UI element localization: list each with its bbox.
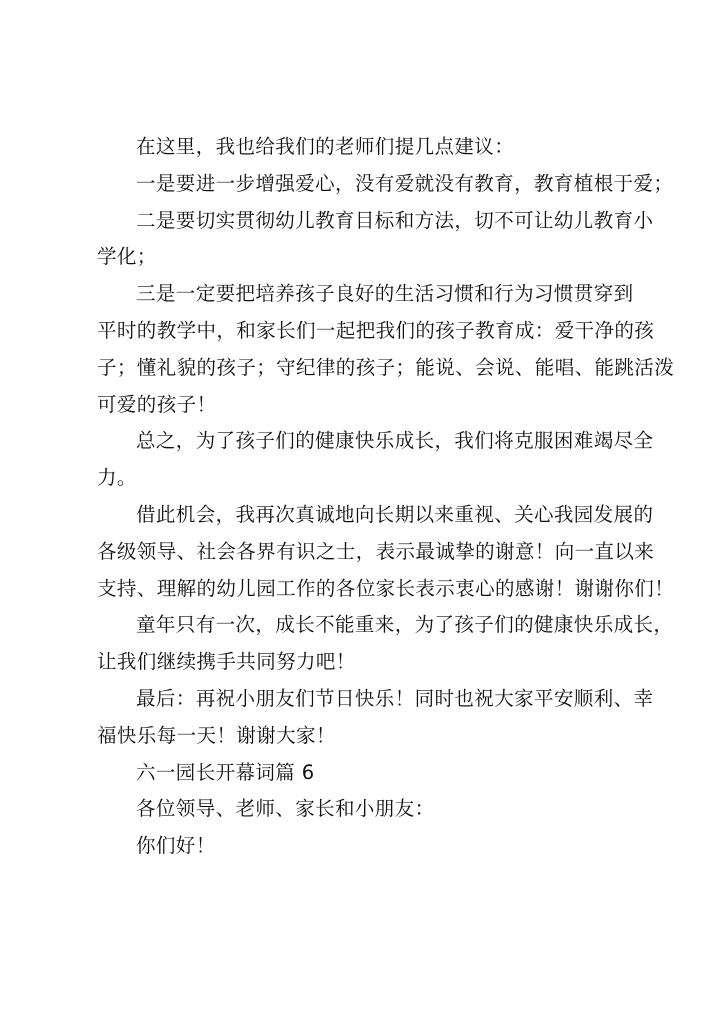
body-line-12: 各级领导、社会各界有识之士，表示最诚挚的谢意！向一直以来 xyxy=(97,539,655,563)
document-body xyxy=(97,129,675,865)
body-line-3: 二是要切实贯彻幼儿教育目标和方法，切不可让幼儿教育小 xyxy=(136,208,654,232)
body-line-17: 福快乐每一天！谢谢大家！ xyxy=(97,723,336,747)
greeting-line: 你们好！ xyxy=(136,834,216,858)
body-line-1: 在这里，我也给我们的老师们提几点建议： xyxy=(136,135,515,158)
salutation-line: 各位领导、老师、家长和小朋友： xyxy=(136,797,435,821)
body-line-9: 总之，为了孩子们的健康快乐成长，我们将克服困难竭尽全 xyxy=(136,429,654,453)
body-line-15: 让我们继续携手共同努力吧！ xyxy=(97,650,356,674)
body-line-4: 学化； xyxy=(97,245,157,269)
body-line-8: 可爱的孩子！ xyxy=(97,392,217,416)
section-heading: 六一园长开幕词篇 6 xyxy=(136,760,315,784)
body-line-5: 三是一定要把培养孩子良好的生活习惯和行为习惯贯穿到 xyxy=(136,282,634,306)
body-line-11: 借此机会，我再次真诚地向长期以来重视、关心我园发展的 xyxy=(136,502,654,526)
body-line-14: 童年只有一次，成长不能重来，为了孩子们的健康快乐成长， xyxy=(136,613,674,637)
body-line-2: 一是要进一步增强爱心，没有爱就没有教育，教育植根于爱； xyxy=(136,171,674,195)
body-line-6: 平时的教学中，和家长们一起把我们的孩子教育成：爱干净的孩 xyxy=(97,318,655,342)
body-line-16: 最后：再祝小朋友们节日快乐！同时也祝大家平安顺利、幸 xyxy=(136,686,654,710)
body-line-13: 支持、理解的幼儿园工作的各位家长表示衷心的感谢！谢谢你们！ xyxy=(97,576,675,600)
body-line-10: 力。 xyxy=(97,466,137,490)
body-line-7: 子；懂礼貌的孩子；守纪律的孩子；能说、会说、能唱、能跳活泼 xyxy=(97,355,675,379)
